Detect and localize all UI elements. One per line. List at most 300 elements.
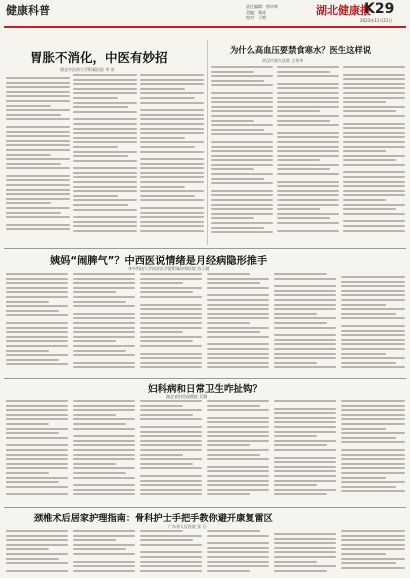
text-line [73,287,135,289]
article-1-column-2 [73,74,137,244]
text-line [6,273,68,275]
article-2-column-2 [277,66,339,244]
text-line [274,565,336,567]
text-line [73,106,128,108]
text-line [6,207,70,209]
text-line [274,431,336,433]
text-line [207,466,269,468]
text-line [277,115,339,117]
text-line [140,102,204,104]
text-line [207,535,269,537]
text-line [6,359,59,361]
text-line [6,493,68,495]
text-line [140,128,204,130]
text-line [73,195,118,197]
text-line [6,175,70,177]
article-3-byline: 华中科技大学同济医学院附属协和医院 苏子涵 [128,266,210,271]
text-line [343,101,386,103]
text-line [73,418,135,420]
text-line [6,179,70,181]
text-line [343,87,405,89]
text-line [211,115,273,117]
text-line [277,71,330,73]
text-line [274,304,336,306]
text-line [211,173,273,175]
text-line [6,278,68,280]
text-line [6,184,70,186]
text-line [207,480,269,482]
text-line [73,428,135,430]
text-line [73,118,137,120]
text-line [6,109,70,111]
text-line [140,409,202,411]
text-line [277,146,339,148]
text-line [211,66,273,68]
text-line [140,489,202,491]
text-line [211,168,254,170]
text-line [207,547,269,549]
text-line [73,561,135,563]
text-line [207,331,260,333]
text-line [274,317,336,319]
text-line [140,141,204,143]
text-line [140,278,202,280]
text-line [277,159,320,161]
text-line [341,472,405,474]
text-line [274,440,336,442]
text-line [6,437,68,439]
text-line [140,544,202,546]
text-line [207,431,269,433]
text-line [341,325,405,327]
text-line [6,467,68,469]
text-line [73,317,135,319]
text-line [343,78,405,80]
article-5-column-5 [274,530,336,576]
text-line [274,353,336,355]
text-line [73,301,126,303]
text-line [207,470,269,472]
text-line [211,92,273,94]
text-line [207,400,269,402]
article-1-column-1 [6,74,70,244]
text-line [341,366,405,368]
text-line [73,405,135,407]
text-line [73,296,135,298]
text-line [140,449,202,451]
text-line [73,354,135,356]
text-line [277,141,339,143]
text-line [6,291,68,293]
text-line [6,310,59,312]
text-line [140,418,202,420]
text-line [140,212,204,214]
text-line [73,88,137,90]
text-line [140,172,204,174]
text-line [6,322,68,324]
text-line [6,350,49,352]
article-4-column-5 [274,400,336,504]
text-line [73,340,116,342]
text-line [341,362,396,364]
text-line [343,74,405,76]
text-line [211,213,273,215]
text-line [277,124,339,126]
text-line [211,97,273,99]
text-line [341,343,405,345]
text-line [277,222,339,224]
text-line [211,231,273,233]
text-line [274,449,336,451]
text-line [73,92,137,94]
text-line [274,308,336,310]
text-line [6,481,59,483]
text-line [274,426,336,428]
text-line [343,115,405,117]
text-line [277,155,339,157]
text-line [207,357,269,359]
text-line [274,421,336,423]
text-line [211,80,264,82]
text-line [140,158,204,160]
text-line [140,493,202,495]
text-line [207,444,250,446]
text-line [140,291,193,293]
text-line [341,334,405,336]
article-4-title: 妇科病和日常卫生咋扯钩？ [148,384,263,395]
text-line [6,224,70,226]
text-line [211,120,254,122]
text-line [6,158,70,160]
text-line [140,458,202,460]
proofreader-credit: 校对：子婷 [246,15,266,20]
text-line [343,220,405,222]
text-line [211,199,273,201]
text-line [343,204,405,206]
article-2-title: 为什么高血压要禁食寒水？医生这样说 [230,45,372,55]
text-line [140,435,202,437]
text-line [140,475,202,477]
text-line [140,132,204,134]
text-line [140,331,183,333]
text-line [341,495,405,498]
text-line [274,475,336,477]
text-line [207,542,269,544]
text-line [140,282,183,284]
text-line [6,86,70,88]
text-line [73,181,137,183]
article-1-byline: 湖北中医药大学附属医院 李 冰 [60,67,115,72]
text-line [207,353,269,355]
text-line [6,414,68,416]
text-line [341,281,405,283]
text-line [277,150,339,152]
text-line [140,405,183,407]
text-line [274,533,336,535]
text-line [140,109,204,111]
text-line [140,484,202,486]
text-line [211,75,273,77]
text-line [277,164,339,166]
text-line [211,101,273,103]
text-line [277,120,330,122]
text-line [277,75,339,77]
text-line [343,136,405,138]
article-4-byline: 湖北省妇幼保健院 吴雅 [166,394,208,399]
text-line [343,171,405,173]
text-line [6,544,68,546]
text-line [341,562,396,564]
article-2-byline: 武汉市第九医院 王伟华 [262,58,304,63]
text-line [140,530,183,532]
text-line [341,449,405,451]
text-line [341,276,405,278]
text-line [73,535,135,537]
text-line [6,144,70,146]
text-line [73,186,137,188]
text-line [6,105,51,107]
text-line [207,570,250,572]
text-line [73,111,137,113]
text-line [6,202,51,204]
text-line [140,414,193,416]
text-line [140,230,204,232]
text-line [274,313,317,315]
text-line [343,185,405,187]
text-line [73,97,118,99]
text-line [73,331,135,333]
text-line [140,340,193,342]
text-line [277,204,339,206]
text-line [73,400,135,402]
text-line [73,128,137,130]
text-line [6,296,68,298]
text-line [140,79,204,81]
text-line [341,294,405,296]
text-line [6,418,68,420]
text-line [274,357,336,359]
text-line [140,167,204,169]
text-line [73,216,137,218]
text-line [6,331,68,333]
text-line [207,287,269,289]
text-line [6,91,70,93]
text-line [140,463,193,465]
article-4-column-4 [207,400,269,504]
text-line [6,444,68,446]
text-line [140,146,195,148]
article-3-column-3 [140,273,202,375]
text-line [73,548,126,550]
text-line [211,150,273,152]
text-line [140,362,202,364]
section-title: 健康科普 [6,4,50,17]
text-line [73,313,135,315]
text-line [207,454,260,456]
text-line [6,314,68,316]
text-line [73,221,137,223]
text-line [6,354,68,356]
text-line [140,322,202,324]
text-line [207,530,260,532]
text-line [73,146,118,148]
text-line [6,472,49,474]
text-line [341,353,386,355]
text-line [341,285,405,287]
text-line [73,489,135,491]
text-line [341,348,405,350]
text-line [73,362,135,364]
text-line [73,484,135,486]
text-line [207,489,269,491]
article-3-column-4 [207,273,269,375]
text-line [341,330,405,332]
text-line [73,225,137,227]
text-line [6,345,68,347]
text-line [140,114,204,116]
text-line [6,570,68,572]
text-line [73,102,137,104]
text-line [6,463,68,465]
text-line [274,348,336,350]
text-line [343,150,386,152]
text-line [6,458,68,460]
text-line [207,282,260,284]
text-line [140,561,202,563]
text-line [274,542,336,544]
text-line [73,327,135,329]
text-line [341,414,405,416]
text-line [73,83,137,85]
text-line [6,432,59,434]
text-line [73,291,116,293]
text-line [140,216,204,218]
article-4-column-2 [73,400,135,504]
text-line [343,155,405,157]
text-line [6,423,49,425]
text-line [341,441,405,443]
text-line [6,409,68,411]
text-line [274,444,327,446]
text-line [73,544,135,546]
text-line [73,273,135,275]
text-line [341,290,405,292]
text-line [6,553,68,555]
text-line [211,208,273,210]
text-line [343,106,405,108]
text-line [274,366,336,368]
text-line [207,299,269,301]
text-line [140,444,202,446]
article-3-column-6 [341,273,405,375]
text-line [341,539,405,541]
text-line [277,97,339,99]
text-line [274,457,336,459]
text-line [6,82,70,84]
text-line [211,84,273,86]
text-line [277,168,330,170]
text-line [207,426,269,428]
text-line [73,278,135,280]
text-line [73,190,137,192]
text-line [211,155,273,157]
text-line [73,493,135,495]
text-line [73,209,137,211]
text-line [343,66,405,68]
text-line [343,127,405,129]
article-1-column-3 [140,74,204,244]
text-line [341,458,405,460]
text-line [274,470,336,472]
text-line [211,159,273,161]
text-line [274,551,336,553]
text-line [343,230,405,232]
text-line [207,313,269,315]
text-line [341,304,386,306]
text-line [343,92,405,94]
text-line [341,553,386,555]
text-line [274,461,336,463]
text-line [73,141,137,143]
text-line [343,146,405,148]
text-line [6,212,61,214]
text-line [6,548,49,550]
text-line [343,110,396,112]
text-line [73,123,137,125]
text-line [277,101,339,103]
text-line [343,123,405,125]
text-line [140,454,183,456]
article-5-byline: 广东省人民医院 张 芬 [168,524,207,529]
text-line [274,412,336,414]
text-line [6,126,70,128]
editor-credits [246,4,316,21]
text-line [343,181,405,183]
text-line [140,551,202,553]
text-line [341,409,405,411]
text-line [341,313,396,315]
text-line [274,466,336,468]
text-line [207,327,269,329]
text-line [6,95,70,97]
text-line [73,204,128,206]
text-line [6,558,59,560]
text-line [274,480,336,482]
text-line [343,208,396,210]
text-line [207,409,269,411]
text-line [140,353,202,355]
issue-date: 2023年11月21日 [360,18,393,23]
text-line [6,562,68,564]
text-line [343,164,405,166]
text-line [6,154,51,156]
text-line [277,190,339,192]
text-line [6,405,68,407]
text-line [207,304,269,306]
text-line [343,83,405,85]
text-line [274,278,336,280]
text-line [207,343,269,345]
text-line [207,484,269,486]
text-line [207,348,269,350]
text-line [211,222,273,224]
text-line [274,294,336,296]
text-line [207,322,250,324]
text-line [211,194,273,196]
text-line [6,301,49,303]
text-line [73,199,137,201]
text-line [140,207,204,209]
